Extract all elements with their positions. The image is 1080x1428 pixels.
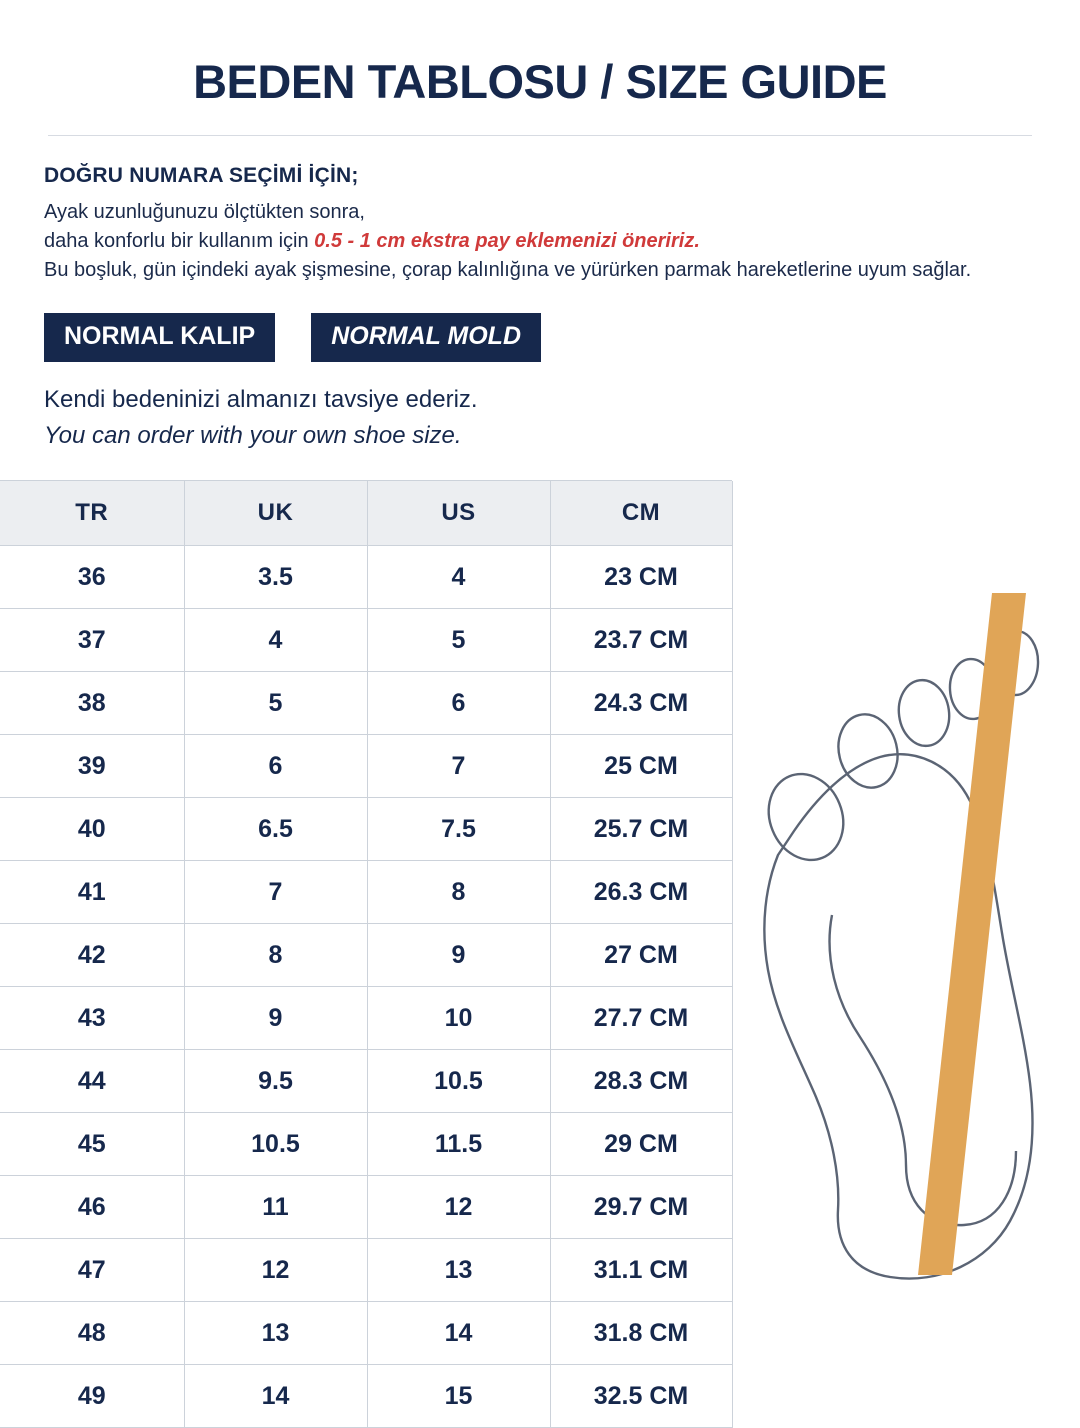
column-header-cm: CM <box>550 481 732 546</box>
table-row <box>0 987 732 1050</box>
cell-tr: 41 <box>0 861 184 924</box>
cell-cm: 32.5 CM <box>550 1365 732 1428</box>
cell-tr: 38 <box>0 672 184 735</box>
column-header-us: US <box>367 481 550 546</box>
table-row <box>0 672 732 735</box>
cell-us: 12 <box>367 1176 550 1239</box>
cell-cm: 25.7 CM <box>550 798 732 861</box>
cell-tr: 39 <box>0 735 184 798</box>
cell-us: 10 <box>367 987 550 1050</box>
cell-cm: 29.7 CM <box>550 1176 732 1239</box>
cell-us: 10.5 <box>367 1050 550 1113</box>
cell-us: 8 <box>367 861 550 924</box>
foot-measure-illustration <box>720 585 1080 1285</box>
cell-cm: 27.7 CM <box>550 987 732 1050</box>
cell-us: 9 <box>367 924 550 987</box>
cell-us: 15 <box>367 1365 550 1428</box>
cell-us: 14 <box>367 1302 550 1365</box>
cell-uk: 7 <box>184 861 367 924</box>
intro-line-2-emphasis: 0.5 - 1 cm ekstra pay eklemenizi öneririz. <box>314 230 700 252</box>
cell-us: 5 <box>367 609 550 672</box>
table-row <box>0 1239 732 1302</box>
cell-tr: 37 <box>0 609 184 672</box>
cell-tr: 47 <box>0 1239 184 1302</box>
mold-badges <box>44 313 1036 362</box>
recommendation-tr: Kendi bedeninizi almanızı tavsiye ederiz. <box>44 386 478 413</box>
cell-cm: 31.1 CM <box>550 1239 732 1302</box>
size-table <box>0 481 733 1428</box>
cell-tr: 43 <box>0 987 184 1050</box>
cell-uk: 11 <box>184 1176 367 1239</box>
table-row <box>0 924 732 987</box>
intro-line-2-prefix: daha konforlu bir kullanım için <box>44 230 315 252</box>
intro-line-3: Bu boşluk, gün içindeki ayak şişmesine, çorap kalınlığına ve yürürken parmak hareketlerine uyum sağlar. <box>44 259 972 281</box>
table-row <box>0 735 732 798</box>
cell-cm: 31.8 CM <box>550 1302 732 1365</box>
cell-uk: 13 <box>184 1302 367 1365</box>
cell-cm: 28.3 CM <box>550 1050 732 1113</box>
cell-uk: 6.5 <box>184 798 367 861</box>
cell-uk: 6 <box>184 735 367 798</box>
table-row <box>0 1176 732 1239</box>
cell-us: 11.5 <box>367 1113 550 1176</box>
cell-tr: 42 <box>0 924 184 987</box>
cell-tr: 44 <box>0 1050 184 1113</box>
cell-tr: 36 <box>0 546 184 609</box>
cell-tr: 49 <box>0 1365 184 1428</box>
cell-uk: 10.5 <box>184 1113 367 1176</box>
cell-us: 13 <box>367 1239 550 1302</box>
cell-cm: 29 CM <box>550 1113 732 1176</box>
cell-uk: 5 <box>184 672 367 735</box>
table-row <box>0 609 732 672</box>
table-row <box>0 1050 732 1113</box>
size-table-wrapper <box>0 480 732 1428</box>
intro-section <box>0 136 1080 285</box>
foot-outline-icon <box>720 585 1080 1285</box>
cell-uk: 8 <box>184 924 367 987</box>
cell-uk: 12 <box>184 1239 367 1302</box>
page-title: BEDEN TABLOSU / SIZE GUIDE <box>193 55 887 108</box>
ruler-icon <box>918 593 1026 1275</box>
cell-cm: 25 CM <box>550 735 732 798</box>
cell-cm: 26.3 CM <box>550 861 732 924</box>
table-row <box>0 1302 732 1365</box>
cell-cm: 24.3 CM <box>550 672 732 735</box>
table-row <box>0 798 732 861</box>
cell-tr: 46 <box>0 1176 184 1239</box>
cell-tr: 45 <box>0 1113 184 1176</box>
cell-us: 7.5 <box>367 798 550 861</box>
cell-uk: 14 <box>184 1365 367 1428</box>
recommendation-en: You can order with your own shoe size. <box>44 422 462 449</box>
intro-heading: DOĞRU NUMARA SEÇİMİ İÇİN; <box>44 164 359 187</box>
cell-uk: 9 <box>184 987 367 1050</box>
cell-uk: 4 <box>184 609 367 672</box>
intro-line-2 <box>44 227 1036 256</box>
cell-tr: 48 <box>0 1302 184 1365</box>
cell-cm: 23 CM <box>550 546 732 609</box>
cell-cm: 23.7 CM <box>550 609 732 672</box>
table-header-row <box>0 481 732 546</box>
table-row <box>0 1365 732 1428</box>
cell-us: 7 <box>367 735 550 798</box>
table-row <box>0 546 732 609</box>
badge-normal-mold: NORMAL MOLD <box>311 313 541 362</box>
cell-uk: 3.5 <box>184 546 367 609</box>
size-table-body <box>0 546 732 1428</box>
cell-us: 4 <box>367 546 550 609</box>
table-row <box>0 861 732 924</box>
cell-uk: 9.5 <box>184 1050 367 1113</box>
column-header-uk: UK <box>184 481 367 546</box>
cell-us: 6 <box>367 672 550 735</box>
badge-normal-kalip: NORMAL KALIP <box>44 313 275 362</box>
column-header-tr: TR <box>0 481 184 546</box>
intro-line-1: Ayak uzunluğunuzu ölçtükten sonra, <box>44 201 365 223</box>
cell-cm: 27 CM <box>550 924 732 987</box>
cell-tr: 40 <box>0 798 184 861</box>
recommendation-section <box>44 382 1036 454</box>
table-row <box>0 1113 732 1176</box>
